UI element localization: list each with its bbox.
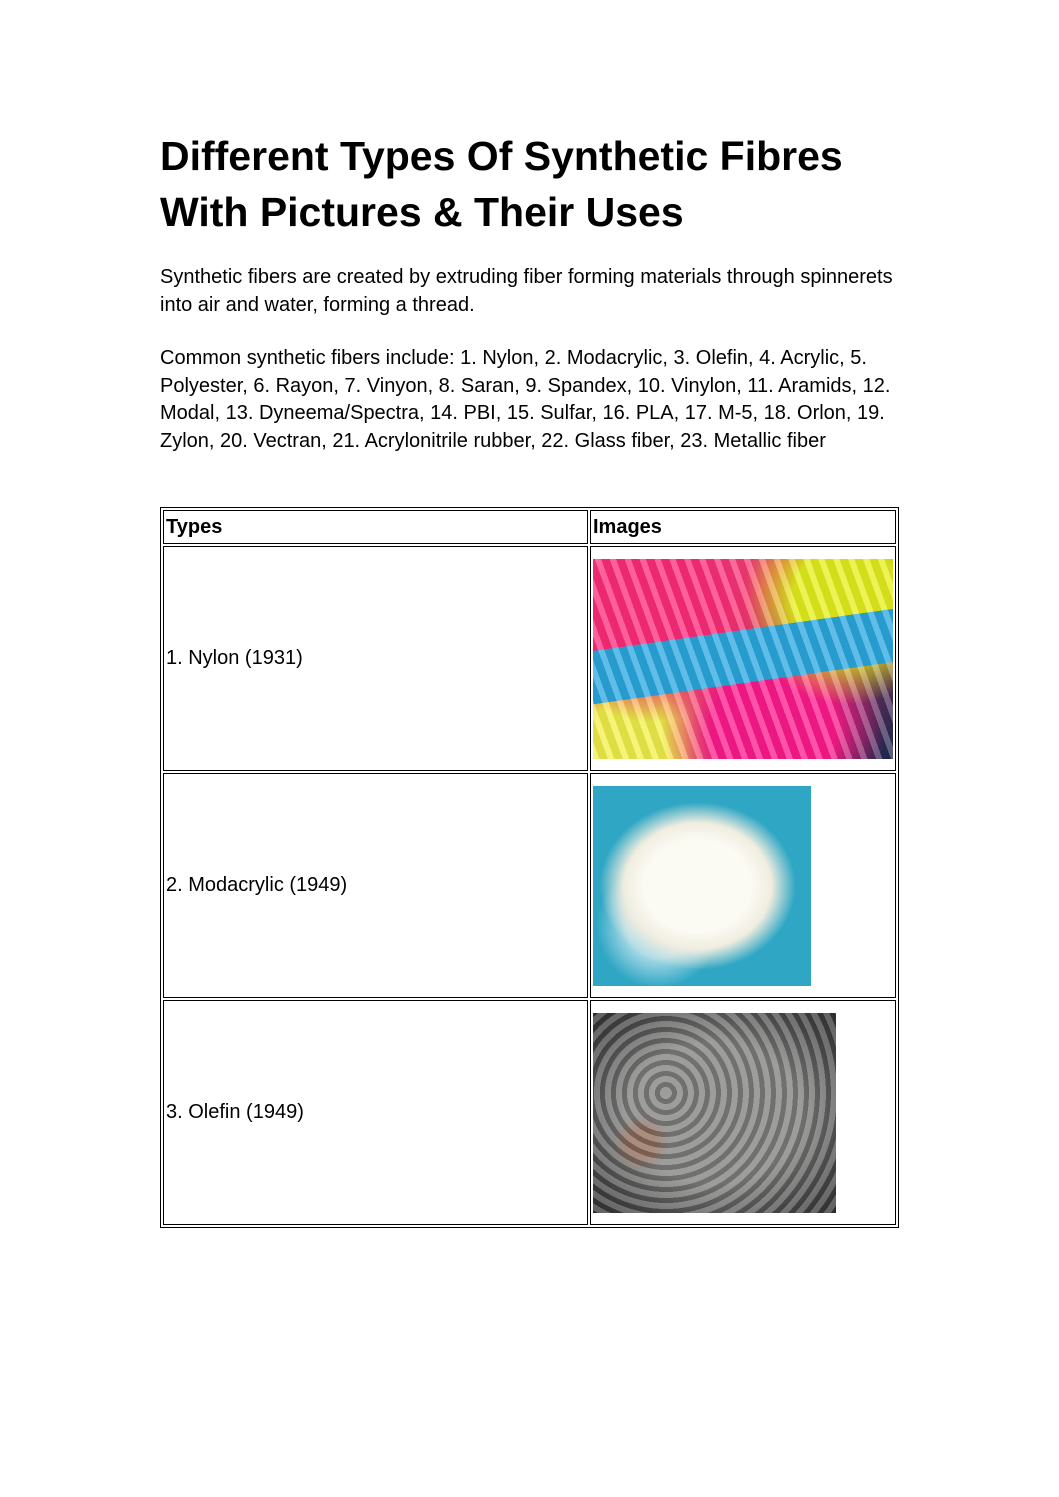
header-types: Types [163,510,588,544]
table-row [163,546,896,771]
fiber-type-cell: 3. Olefin (1949) [163,1000,588,1225]
modacrylic-fiber-image [593,786,811,986]
table-header-row [163,510,896,544]
fiber-image-cell [590,1000,896,1225]
fiber-type-cell: 1. Nylon (1931) [163,546,588,771]
header-images: Images [590,510,896,544]
table-row [163,773,896,998]
fiber-image-cell [590,546,896,771]
olefin-fiber-image [593,1013,836,1213]
nylon-rope-image [593,559,893,759]
fiber-type-cell: 2. Modacrylic (1949) [163,773,588,998]
common-fibers-paragraph: Common synthetic fibers include: 1. Nylon, 2. Modacrylic, 3. Olefin, 4. Acrylic, 5. Polyester, 6. Rayon, 7. Vinyon, 8. Saran, 9. Spandex, 10. Vinylon, 11. Aramids, 12. Modal, 13. Dyneema/Spectra, 14. PBI, 15. Sulfar, 16. PLA, 17. M-5, 18. Orlon, 19. Zylon, 20. Vectran, 21. Acrylonitrile rubber, 22. Glass fiber, 23. Metallic fiber [160,347,891,452]
intro-paragraph: Synthetic fibers are created by extruding fiber forming materials through spinnerets into air and water, forming a thread. [160,266,893,316]
page-title: Different Types Of Synthetic Fibres With Pictures & Their Uses [160,133,843,235]
fiber-image-cell [590,773,896,998]
fiber-types-table [160,507,899,1228]
table-row [163,1000,896,1225]
